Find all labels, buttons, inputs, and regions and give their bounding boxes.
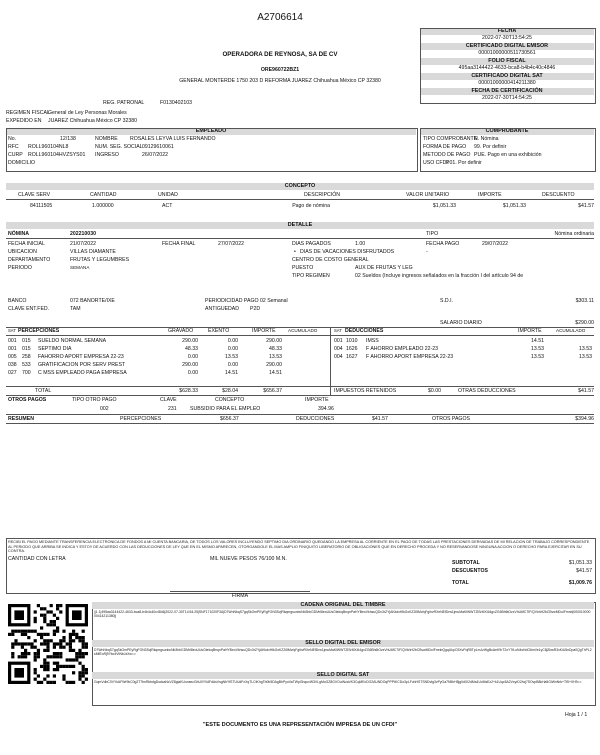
ded-h-acumulado: ACUMULADO [556, 328, 586, 333]
concepto-desc: Pago de nómina [292, 203, 330, 209]
emp-nss-label: NUM. SEG. SOCIAL [95, 144, 143, 150]
descuentos-label: DESCUENTOS [452, 568, 488, 574]
vacaciones: - [426, 249, 428, 255]
clave-label: CLAVE ENT.FED. [8, 306, 50, 312]
patronal-value: F0130402103 [160, 100, 193, 106]
concepto-valor: $1,051.33 [432, 203, 456, 209]
emp-no: 12/138 [60, 136, 76, 142]
periodo-label: PERIODO [8, 265, 32, 271]
banco: 072 BANORTE/IXE [70, 298, 115, 304]
deduccion-cell: 004 [334, 354, 343, 360]
otros-tipo: 002 [100, 406, 109, 412]
ded-h-importe: IMPORTE [518, 328, 542, 334]
otros-concepto: SUBSIDIO PARA EL EMPLEO [190, 406, 261, 412]
fecha-pago-label: FECHA PAGO [426, 241, 460, 247]
ded-h-sat: SAT [334, 328, 342, 333]
resumen-perc-label: PERCEPCIONES [120, 416, 162, 422]
sello-sat-text: GqmVdbC0VYkAFWr9kC0g2T7fmRkbdgDsdcaNcVZ8pjaKUonsecGbU0Y0dFdAsVsgNbYfSTUUdFxXqTLCtKhgTb0b5DAgBhPyuVaTWpGhquxW3VLgMoGZ8GVOuINzaVK3CqMEcDO2AUNDOqPPPtKCDo3pLFuhHSTSNDvfg3vPyGa7N5hH5jg0dXI2dMa1UvMsEz2+k1Uqc5A2VxyrD2/wj7SOvpB8kHa5GiWnNrk+Tf5+XH9== [94, 680, 582, 684]
sello-emisor-text: D7WnNbqS7gqSkOmPEyRgFON3SvjRkqmgsunbcNb3hbGDMrl8eoUUsGtelcqBnqnPaHYBeoVkhsuQDv3rZYjAKkdxHlkGxKZ2i5Mv/qFgihvRXeNEfDrw1jmuMaKlWWTZlSrMX4i4gxZG6Bh6tOzxVhU6fC7IF/QVkhH2bCBvwMDoIFmnbQgqUkpO3XvPqR5TpLmJzWgBcAeK9rT2oY7fLuN4sHdG6mVe1yC8jZbwR3xKiU5nDpa0QgThPL2sMfEoRj9Ykc4VtNbJzXw== [94, 648, 592, 657]
percepcion-cell: 13.53 [225, 354, 238, 360]
firma-line [170, 591, 310, 592]
percepcion-cell: 290.00 [266, 362, 282, 368]
resumen-title: RESUMEN [8, 416, 34, 422]
otros-importe: 394.96 [318, 406, 334, 412]
percepcion-cell: 0.00 [227, 362, 238, 368]
percepcion-cell: 290.00 [182, 362, 198, 368]
fecha-cert-label: FECHA DE CERTIFICACIÓN [420, 88, 594, 95]
total-label: TOTAL [452, 580, 469, 586]
percepcion-cell: 14.51 [225, 370, 238, 376]
emp-rfc: ROLL960104NL8 [28, 144, 69, 150]
salario: $290.00 [575, 320, 594, 326]
expedido-value: JUAREZ Chihuahua México CP 32380 [48, 118, 138, 124]
percepcion-cell: 001 [8, 338, 17, 344]
dias-label: DIAS PAGADOS [292, 241, 331, 247]
deduccion-cell: 13.53 [531, 354, 544, 360]
otros-clave: 231 [168, 406, 177, 412]
empleado-title: EMPLEADO [6, 128, 416, 135]
comp-uso: P01. Por definir [446, 160, 482, 166]
puesto-label: PUESTO [292, 265, 314, 271]
firma-label: FIRMA [231, 593, 249, 599]
company-rfc: ORE960722BZ1 [260, 67, 300, 73]
percepcion-cell: 038 [8, 362, 17, 368]
cantidad: MIL NUEVE PESOS 76/100 M.N. [210, 556, 287, 562]
concepto-title: CONCEPTO [6, 183, 594, 190]
fecha-value: 2022-07-30T13:54:25 [482, 35, 532, 41]
perc-total-importe: $656.37 [263, 388, 282, 394]
concepto-h-valor: VALOR UNITARIO [406, 192, 450, 198]
concepto-descuento: $41.57 [578, 203, 594, 209]
cadena-text: ||1.1|495aa3144422-4633-bca8-b4b4c40c4846|2022-07-30T14:54:25|SNF171020F3A|D7WnNbqS7gqSkOmPEyRgFON3SvjRkqmgsunbcNb3hbGDMrl8eoUUsGtelcqBnqnPaHYBeoVkhsuQDv3rZYjAKkdxHlkGxKZ2i5Mv/qFgihvRXeNEfDrw1jmuMaKlWWTZlSrMX4i4gxZG6Bh6tOzxVhU6fC7IF/QVkhH2bCBvwMDoIFmnb|00001000000414211380|| [94, 610, 591, 619]
emp-domicilio-label: DOMICILIO [8, 160, 36, 166]
percepcion-cell: 015 [22, 346, 31, 352]
otras-label: OTRAS DEDUCCIONES [458, 388, 516, 394]
tipo-regimen-label: TIPO REGIMEN [292, 273, 330, 279]
deduccion-cell: 004 [334, 346, 343, 352]
puesto: AUX DE FRUTAS Y LEG [355, 265, 413, 271]
otros-h-importe: IMPORTE [305, 397, 329, 403]
fecha-label: FECHA [420, 28, 594, 35]
cert-emisor-label: CERTIFICADO DIGITAL EMISOR [420, 43, 594, 50]
percepcion-cell: 48.33 [185, 346, 198, 352]
cadena-title: CADENA ORIGINAL DEL TIMBRE [92, 602, 594, 609]
deduccion-cell: 13.53 [531, 346, 544, 352]
concepto-clave: 84111505 [30, 203, 53, 209]
perc-h-gravado: GRAVADO [168, 328, 194, 334]
sdi: $303.11 [575, 298, 594, 304]
cert-sat-value: 00001000000414211380 [478, 80, 536, 86]
otros-top-line [6, 395, 594, 396]
emp-rfc-label: RFC [8, 144, 19, 150]
nomina-divider [6, 238, 594, 239]
antiguedad-label: ANTIGUEDAD [205, 306, 240, 312]
footer-note: "ESTE DOCUMENTO ES UNA REPRESENTACIÓN IMPRESA DE UN CFDI" [202, 722, 398, 728]
folio-fiscal-value: 495aa3144422-4633-bca8-b4b4c40c4846 [458, 65, 556, 71]
deduccion-cell: 1010 [346, 338, 358, 344]
folio-fiscal-label: FOLIO FISCAL [420, 58, 594, 65]
resumen-perc: $656.37 [220, 416, 239, 422]
folio-number: A2706614 [257, 12, 303, 23]
concepto-divider [6, 199, 594, 200]
ubicacion-label: UBICACION [8, 249, 37, 255]
perc-h-acumulado: ACUMULADO [288, 328, 318, 333]
comprobante-title: COMPROBANTE [420, 128, 594, 135]
sello-emisor-title: SELLO DIGITAL DEL EMISOR [92, 640, 594, 647]
total: $1,009.76 [568, 580, 592, 586]
perc-h-sat: SAT [8, 328, 16, 333]
percepcion-cell: 290.00 [266, 338, 282, 344]
centro-label: CENTRO DE COSTO GENERAL [292, 257, 369, 263]
concepto-h-importe: IMPORTE [478, 192, 502, 198]
percepcion-cell: SEPTIMO DIA [38, 346, 72, 352]
fecha-final: 27/07/2022 [218, 241, 244, 247]
descuentos: $41.57 [576, 568, 592, 574]
concepto-importe: $1,051.33 [502, 203, 526, 209]
info-panel-border [420, 28, 596, 104]
fecha-cert-value: 2022-07-30T14:54:25 [482, 95, 532, 101]
comp-metodo: PUE. Pago en una exhibición [474, 152, 542, 158]
fecha-inicial-label: FECHA INICIAL [8, 241, 45, 247]
concepto-h-desc: DESCRIPCIÓN [304, 192, 341, 198]
departamento-label: DEPARTAMENTO [8, 257, 51, 263]
otros-h-clave: CLAVE [160, 397, 177, 403]
percepcion-cell: FAHORRO APORT EMPRESA 22-23 [38, 354, 124, 360]
banco-label: BANCO [8, 298, 27, 304]
resumen-bottom-line [6, 423, 594, 424]
comp-tipo: N. Nómina [474, 136, 499, 142]
resumen-ded-label: DEDUCCIONES [296, 416, 335, 422]
emp-ingreso-label: INGRESO [95, 152, 119, 158]
regimen-label: REGIMEN FISCAL [6, 110, 50, 116]
concepto-unidad: ACT [162, 203, 173, 209]
legal-text: RECIBI EL PAGO MEDIANTE TRANSFERENCIA ELECTRONICA DE FONDOS A MI CUENTA BANCARIA, DE TODOS LOS VALORES INCLUYENDO SEPTIMO DIA ORDINARIO QUEDANDO LA EMPRESA AL CORRIENTE EN EL PAGO DE TODAS LAS PRESTACIONES DERIVADAS DE MI RELACION DE TRABAJO CORRESPONDIENTE AL PERIODO QUE ARRIBA SE INDICA Y ESTOY DE ACUERDO CON LAS DEDUCCIONES DE LEY QUE EN EL MISMO APARECEN, OTORGANDOLE EL MAS AMPLIO FINIQUITO LIBERATORIO DE OBLIGACIONES QUE EN DERECHO PROCEDA Y NO RESERVANDOSE NINGUNA ACCION O DERECHO PARA EJERCITAR EN SU CONTRA. [8, 540, 590, 554]
periodicidad: 02 Semanal [260, 298, 288, 304]
emp-nombre-label: NOMBRE [95, 136, 118, 142]
resumen-ded: $41.57 [372, 416, 388, 422]
percepcion-cell: C MSS EMPLEADO PAGA EMPRESA [38, 370, 127, 376]
nomina-label: NÓMINA [8, 231, 30, 237]
percepcion-cell: 0.00 [227, 346, 238, 352]
deduccion-cell: 001 [334, 338, 343, 344]
deduccion-cell: 1626 [346, 346, 358, 352]
vacaciones-label: DIAS DE VACACIONES DISFRUTADOS [300, 249, 395, 255]
expedido-label: EXPEDIDO EN [6, 118, 42, 124]
percepcion-cell: 0.00 [187, 370, 198, 376]
percepcion-cell: 015 [22, 338, 31, 344]
emp-curp: ROLL960104HVZSYS01 [28, 152, 86, 158]
impuestos-label: IMPUESTOS RETENIDOS [334, 388, 397, 394]
qr-code-icon [8, 604, 88, 684]
comp-forma-label: FORMA DE PAGO [423, 144, 467, 150]
resumen-otros-label: OTROS PAGOS [432, 416, 470, 422]
deduccion-cell: IMSS [366, 338, 379, 344]
emp-ingreso: 26/07/2022 [142, 152, 168, 158]
company-name: OPERADORA DE REYNOSA, SA DE CV [222, 51, 338, 58]
comp-metodo-label: METODO DE PAGO [423, 152, 471, 158]
comp-tipo-label: TIPO COMPROBANTE [423, 136, 478, 142]
percepcion-cell: 533 [22, 362, 31, 368]
clave: TAM [70, 306, 81, 312]
company-address: GENERAL MONTERDE 1750 203 D REFORMA JUAREZ Chihuahua México CP 32380 [179, 78, 381, 84]
percepcion-cell: 0.00 [227, 338, 238, 344]
sdi-label: S.D.I. [440, 298, 453, 304]
percepcion-cell: 290.00 [182, 338, 198, 344]
concepto-h-unidad: UNIDAD [158, 192, 178, 198]
otros-title: OTROS PAGOS [8, 397, 47, 403]
otros-h-tipo: TIPO OTRO PAGO [72, 397, 117, 403]
perc-ded-divider [330, 327, 331, 395]
detalle-tipo: Nómina ordinaria [554, 231, 594, 237]
emp-nombre: ROSALES LEYVA LUIS FERNANDO [130, 136, 216, 142]
subtotal: $1,051.33 [568, 560, 592, 566]
perc-h-exento: EXENTO [208, 328, 230, 334]
impuestos: $0.00 [428, 388, 441, 394]
fecha-inicial: 21/07/2022 [70, 241, 96, 247]
emp-no-label: No. [8, 136, 17, 142]
deduccion-cell: 13.53 [579, 346, 592, 352]
detalle-title: DETALLE [6, 222, 594, 229]
periodo: SEMANA [70, 265, 90, 270]
percepcion-cell: 14.51 [269, 370, 282, 376]
perc-total-exento: $28.04 [222, 388, 238, 394]
departamento: FRUTAS Y LEGUMBRES [70, 257, 130, 263]
tipo-regimen: 02 Sueldos (Incluye ingresos señalados en la fracción I del artículo 94 de [355, 273, 524, 279]
deduccion-cell: 14.51 [531, 338, 544, 344]
percepcion-cell: 700 [22, 370, 31, 376]
perc-total-gravado: $628.33 [179, 388, 198, 394]
concepto-cantidad: 1.000000 [92, 203, 114, 209]
fecha-final-label: FECHA FINAL [162, 241, 196, 247]
otros-h-concepto: CONCEPTO [215, 397, 245, 403]
fecha-pago: 29/07/2022 [482, 241, 508, 247]
nomina-value: 202210030 [70, 231, 96, 237]
concepto-h-cantidad: CANTIDAD [90, 192, 117, 198]
percepcion-cell: 13.53 [269, 354, 282, 360]
percepcion-cell: SUELDO NORMAL SEMANA [38, 338, 107, 344]
deduccion-cell: 13.53 [579, 354, 592, 360]
page-number: Hoja 1 / 1 [565, 712, 588, 718]
percepcion-cell: 0.00 [187, 354, 198, 360]
sello-sat-title: SELLO DIGITAL SAT [92, 672, 594, 679]
resumen-top-line [6, 414, 594, 415]
cantidad-label: CANTIDAD CON LETRA [8, 556, 66, 562]
percepcion-cell: 027 [8, 370, 17, 376]
cert-sat-label: CERTIFICADO DIGITAL SAT [420, 73, 594, 80]
percepcion-cell: 258 [22, 354, 31, 360]
concepto-h-clave: CLAVE SERV [18, 192, 51, 198]
deduccion-cell: 1627 [346, 354, 358, 360]
emp-nss: 09129610061 [142, 144, 174, 150]
percepcion-cell: 001 [8, 346, 17, 352]
ubicacion: VILLAS DIAMANTE [70, 249, 116, 255]
antiguedad: P2D [250, 306, 261, 312]
resumen-otros: $394.96 [575, 416, 594, 422]
percepcion-cell: GRATIFICACION POR SERV PREST [38, 362, 126, 368]
detalle-tipo-label: TIPO [426, 231, 439, 237]
periodicidad-label: PERIODICIDAD PAGO [205, 298, 259, 304]
perc-h-title: PERCEPCIONES [18, 328, 60, 334]
concepto-h-descuento: DESCUENTO [542, 192, 575, 198]
regimen-value: General de Ley Personas Morales [48, 110, 127, 116]
perc-total-line [6, 386, 594, 387]
ded-h-title: DEDUCCIONES [345, 328, 384, 334]
bullet-icon: • [294, 249, 296, 255]
percepcion-cell: 005 [8, 354, 17, 360]
comp-uso-label: USO CFDI: [423, 160, 450, 166]
emp-curp-label: CURP [8, 152, 23, 158]
patronal-label: REG. PATRONAL [103, 100, 145, 106]
salario-label: SALARIO DIARIO [440, 320, 482, 326]
deduccion-cell: F AHORRO EMPLEADO 22-23 [366, 346, 439, 352]
comp-forma: 99. Por definir [474, 144, 507, 150]
otras: $41.57 [578, 388, 594, 394]
perc-header-line [6, 335, 594, 336]
perc-total-label: TOTAL [35, 388, 52, 394]
perc-h-importe: IMPORTE [252, 328, 276, 334]
percepcion-cell: 48.33 [269, 346, 282, 352]
cert-emisor-value: 00001000000511730561 [478, 50, 536, 56]
dias-value: 1.00 [355, 241, 366, 247]
deduccion-cell: F AHORRO APORT EMPRESA 22-23 [366, 354, 454, 360]
subtotal-label: SUBTOTAL [452, 560, 480, 566]
